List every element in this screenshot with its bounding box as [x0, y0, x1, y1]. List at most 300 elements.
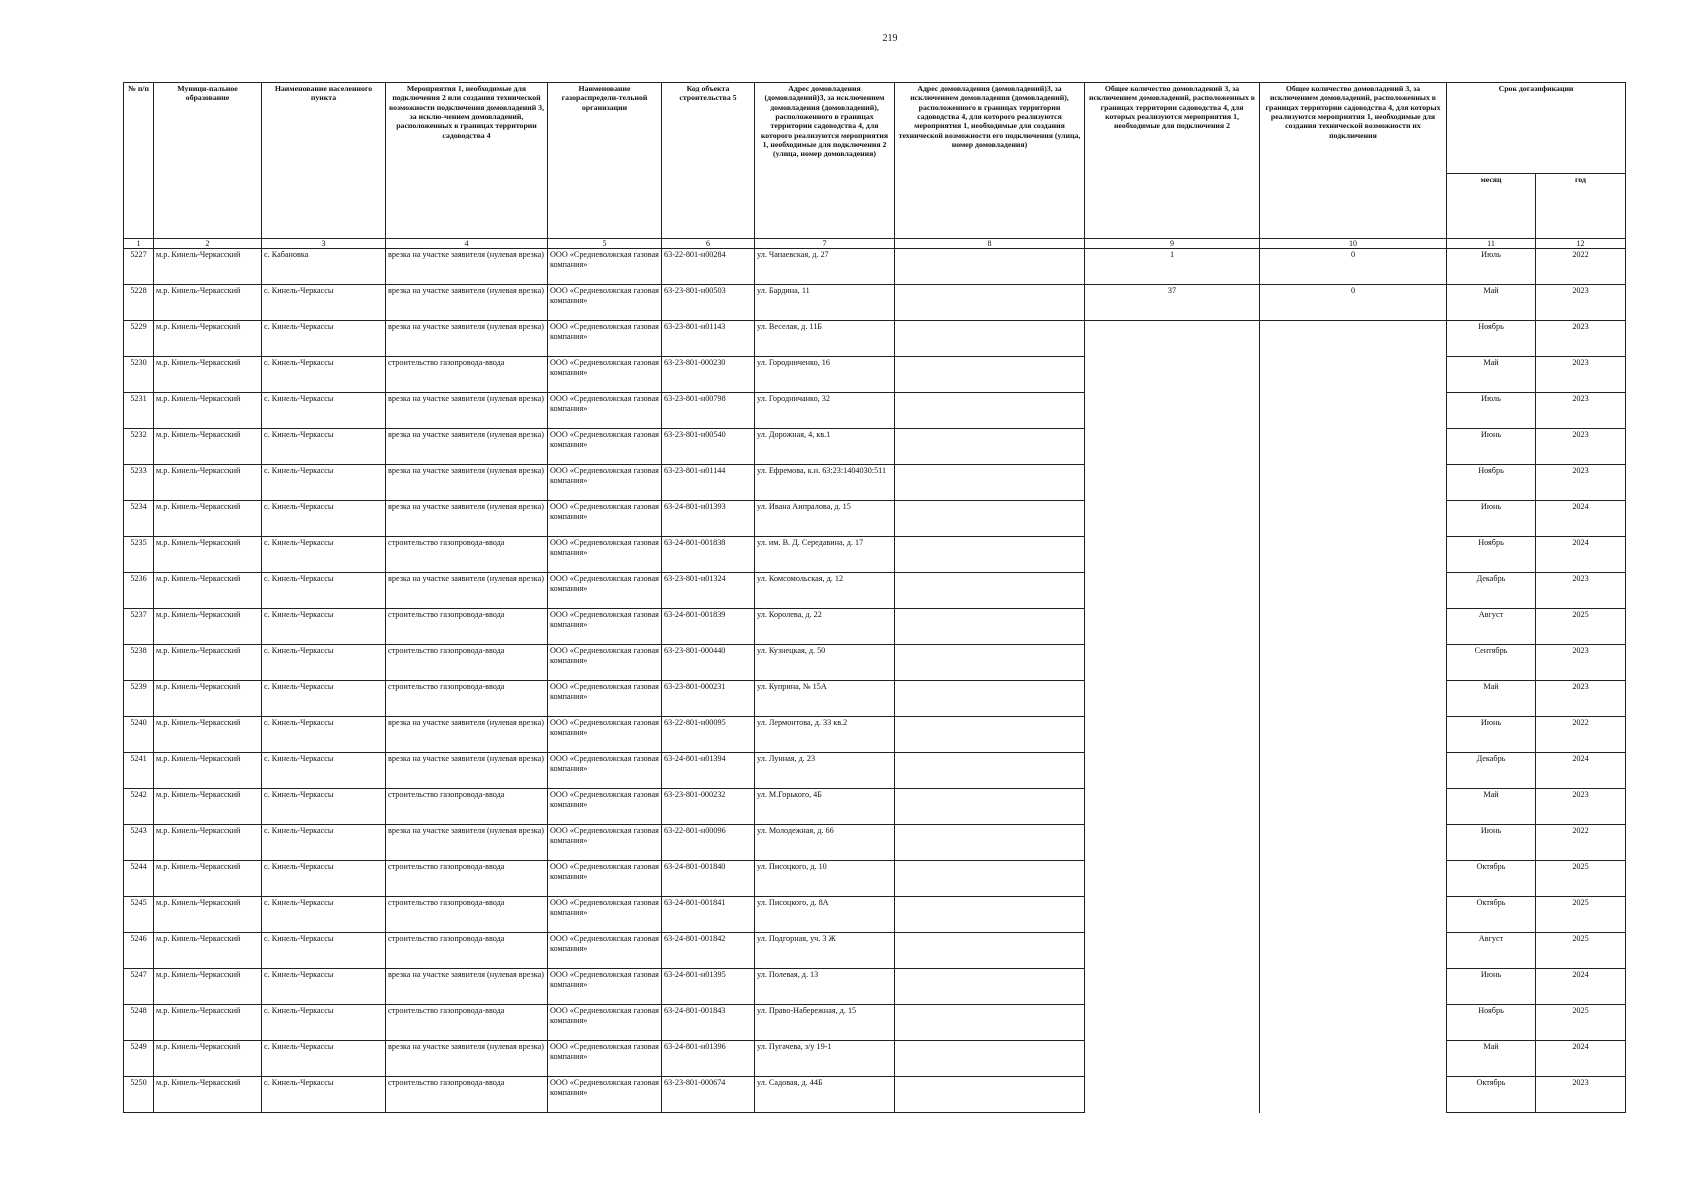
table-row — [124, 609, 1626, 645]
address-technical-cell — [895, 1005, 1085, 1041]
settlement-cell: с. Кабановка — [262, 249, 386, 285]
count-connection-cell: 37 — [1085, 285, 1260, 321]
event-cell: строительство газопровода-ввода — [386, 645, 548, 681]
address-technical-cell — [895, 501, 1085, 537]
municipality-cell: м.р. Кинель-Черкасский — [154, 753, 262, 789]
month-cell: Октябрь — [1447, 1077, 1536, 1113]
column-number: 2 — [154, 239, 262, 249]
count-connection-cell — [1085, 537, 1260, 573]
address-technical-cell — [895, 609, 1085, 645]
municipality-cell: м.р. Кинель-Черкасский — [154, 609, 262, 645]
count-connection-cell — [1085, 357, 1260, 393]
row-number: 5240 — [124, 717, 154, 753]
event-cell: строительство газопровода-ввода — [386, 537, 548, 573]
column-number: 9 — [1085, 239, 1260, 249]
count-technical-cell — [1260, 789, 1447, 825]
count-connection-cell — [1085, 645, 1260, 681]
table-row — [124, 825, 1626, 861]
event-cell: врезка на участке заявителя (нулевая врезка) — [386, 501, 548, 537]
count-technical-cell — [1260, 645, 1447, 681]
object-code-cell: 63-22-801-н00096 — [662, 825, 755, 861]
object-code-cell: 63-23-801-н00798 — [662, 393, 755, 429]
month-cell: Октябрь — [1447, 897, 1536, 933]
header-deadline: Срок догазификации — [1447, 83, 1626, 174]
address-cell: ул. Веселая, д. 11Б — [755, 321, 895, 357]
year-cell: 2025 — [1536, 1005, 1626, 1041]
event-cell: врезка на участке заявителя (нулевая врезка) — [386, 825, 548, 861]
year-cell: 2025 — [1536, 897, 1626, 933]
address-cell: ул. Подгорная, уч. 3 Ж — [755, 933, 895, 969]
count-technical-cell — [1260, 681, 1447, 717]
page-number: 219 — [882, 33, 898, 44]
settlement-cell: с. Кинель-Черкассы — [262, 1077, 386, 1113]
event-cell: строительство газопровода-ввода — [386, 681, 548, 717]
address-cell: ул. Комсомольская, д. 12 — [755, 573, 895, 609]
municipality-cell: м.р. Кинель-Черкасский — [154, 789, 262, 825]
registry-table — [123, 82, 1626, 1113]
municipality-cell: м.р. Кинель-Черкасский — [154, 681, 262, 717]
row-number: 5227 — [124, 249, 154, 285]
table-row — [124, 357, 1626, 393]
column-number: 5 — [548, 239, 662, 249]
address-technical-cell — [895, 249, 1085, 285]
object-code-cell: 63-23-801-н01144 — [662, 465, 755, 501]
municipality-cell: м.р. Кинель-Черкасский — [154, 285, 262, 321]
address-cell: ул. Лермонтова, д. 33 кв.2 — [755, 717, 895, 753]
count-connection-cell — [1085, 1005, 1260, 1041]
settlement-cell: с. Кинель-Черкассы — [262, 501, 386, 537]
address-cell: ул. Пугачева, з/у 19-1 — [755, 1041, 895, 1077]
count-connection-cell — [1085, 573, 1260, 609]
object-code-cell: 63-24-801-001840 — [662, 861, 755, 897]
address-technical-cell — [895, 717, 1085, 753]
count-technical-cell — [1260, 609, 1447, 645]
table-row — [124, 861, 1626, 897]
count-technical-cell — [1260, 717, 1447, 753]
header-settlement: Наименование населенного пункта — [262, 83, 386, 239]
event-cell: строительство газопровода-ввода — [386, 357, 548, 393]
event-cell: строительство газопровода-ввода — [386, 1005, 548, 1041]
column-number: 7 — [755, 239, 895, 249]
object-code-cell: 63-23-801-000230 — [662, 357, 755, 393]
count-connection-cell — [1085, 933, 1260, 969]
year-cell: 2023 — [1536, 681, 1626, 717]
count-connection-cell — [1085, 969, 1260, 1005]
table-row — [124, 573, 1626, 609]
municipality-cell: м.р. Кинель-Черкасский — [154, 573, 262, 609]
table-row — [124, 753, 1626, 789]
column-number: 3 — [262, 239, 386, 249]
event-cell: строительство газопровода-ввода — [386, 861, 548, 897]
address-cell: ул. Ивана Аипралова, д. 15 — [755, 501, 895, 537]
event-cell: врезка на участке заявителя (нулевая врезка) — [386, 429, 548, 465]
gas-org-cell: ООО «Средневолжская газовая компания» — [548, 825, 662, 861]
gas-org-cell: ООО «Средневолжская газовая компания» — [548, 753, 662, 789]
month-cell: Август — [1447, 933, 1536, 969]
object-code-cell: 63-24-801-н01395 — [662, 969, 755, 1005]
year-cell: 2025 — [1536, 609, 1626, 645]
row-number: 5233 — [124, 465, 154, 501]
event-cell: врезка на участке заявителя (нулевая врезка) — [386, 717, 548, 753]
year-cell: 2023 — [1536, 393, 1626, 429]
object-code-cell: 63-24-801-н01394 — [662, 753, 755, 789]
settlement-cell: с. Кинель-Черкассы — [262, 753, 386, 789]
event-cell: врезка на участке заявителя (нулевая врезка) — [386, 753, 548, 789]
municipality-cell: м.р. Кинель-Черкасский — [154, 933, 262, 969]
event-cell: врезка на участке заявителя (нулевая врезка) — [386, 393, 548, 429]
address-technical-cell — [895, 645, 1085, 681]
municipality-cell: м.р. Кинель-Черкасский — [154, 537, 262, 573]
municipality-cell: м.р. Кинель-Черкасский — [154, 897, 262, 933]
month-cell: Декабрь — [1447, 573, 1536, 609]
address-technical-cell — [895, 681, 1085, 717]
row-number: 5243 — [124, 825, 154, 861]
table-row — [124, 1005, 1626, 1041]
settlement-cell: с. Кинель-Черкассы — [262, 789, 386, 825]
table-row — [124, 537, 1626, 573]
address-cell: ул. Полевая, д. 13 — [755, 969, 895, 1005]
gas-org-cell: ООО «Средневолжская газовая компания» — [548, 1005, 662, 1041]
event-cell: врезка на участке заявителя (нулевая врезка) — [386, 1041, 548, 1077]
event-cell: строительство газопровода-ввода — [386, 933, 548, 969]
header-address-technical: Адрес домовладения (домовладений)3, за исключением домовладения (домовладений), расположенного в границах территории садоводства 4, для которого реализуются мероприятия 1, необходимые для создания технической возможности его подключения (улица, номер домовладения) — [895, 83, 1085, 239]
year-cell: 2023 — [1536, 645, 1626, 681]
object-code-cell: 63-23-801-000440 — [662, 645, 755, 681]
address-technical-cell — [895, 465, 1085, 501]
count-technical-cell — [1260, 861, 1447, 897]
event-cell: строительство газопровода-ввода — [386, 1077, 548, 1113]
month-cell: Июль — [1447, 249, 1536, 285]
address-cell: ул. Дорожная, 4, кв.1 — [755, 429, 895, 465]
year-cell: 2023 — [1536, 573, 1626, 609]
address-technical-cell — [895, 357, 1085, 393]
count-connection-cell: 1 — [1085, 249, 1260, 285]
year-cell: 2024 — [1536, 753, 1626, 789]
row-number: 5250 — [124, 1077, 154, 1113]
gas-org-cell: ООО «Средневолжская газовая компания» — [548, 249, 662, 285]
count-technical-cell — [1260, 501, 1447, 537]
count-technical-cell — [1260, 1041, 1447, 1077]
year-cell: 2023 — [1536, 357, 1626, 393]
count-technical-cell — [1260, 969, 1447, 1005]
settlement-cell: с. Кинель-Черкассы — [262, 645, 386, 681]
table-row — [124, 285, 1626, 321]
header-object-code: Код объекта строительства 5 — [662, 83, 755, 239]
object-code-cell: 63-24-801-001839 — [662, 609, 755, 645]
count-connection-cell — [1085, 897, 1260, 933]
count-connection-cell — [1085, 861, 1260, 897]
address-cell: ул. им. В. Д. Середавина, д. 17 — [755, 537, 895, 573]
year-cell: 2024 — [1536, 969, 1626, 1005]
municipality-cell: м.р. Кинель-Черкасский — [154, 357, 262, 393]
row-number: 5244 — [124, 861, 154, 897]
address-technical-cell — [895, 285, 1085, 321]
gas-org-cell: ООО «Средневолжская газовая компания» — [548, 537, 662, 573]
address-technical-cell — [895, 321, 1085, 357]
event-cell: врезка на участке заявителя (нулевая врезка) — [386, 573, 548, 609]
municipality-cell: м.р. Кинель-Черкасский — [154, 1077, 262, 1113]
settlement-cell: с. Кинель-Черкассы — [262, 465, 386, 501]
count-technical-cell — [1260, 933, 1447, 969]
event-cell: врезка на участке заявителя (нулевая врезка) — [386, 969, 548, 1005]
table-body — [124, 249, 1626, 1113]
row-number: 5247 — [124, 969, 154, 1005]
event-cell: строительство газопровода-ввода — [386, 789, 548, 825]
address-technical-cell — [895, 753, 1085, 789]
month-cell: Июнь — [1447, 429, 1536, 465]
month-cell: Июнь — [1447, 825, 1536, 861]
row-number: 5235 — [124, 537, 154, 573]
table-row — [124, 1077, 1626, 1113]
year-cell: 2023 — [1536, 321, 1626, 357]
month-cell: Июнь — [1447, 501, 1536, 537]
event-cell: врезка на участке заявителя (нулевая врезка) — [386, 249, 548, 285]
settlement-cell: с. Кинель-Черкассы — [262, 717, 386, 753]
object-code-cell: 63-23-801-н00540 — [662, 429, 755, 465]
object-code-cell: 63-24-801-н01396 — [662, 1041, 755, 1077]
municipality-cell: м.р. Кинель-Черкасский — [154, 645, 262, 681]
object-code-cell: 63-23-801-000232 — [662, 789, 755, 825]
address-cell: ул. Молодежная, д. 66 — [755, 825, 895, 861]
address-technical-cell — [895, 825, 1085, 861]
table-row — [124, 393, 1626, 429]
gas-org-cell: ООО «Средневолжская газовая компания» — [548, 933, 662, 969]
settlement-cell: с. Кинель-Черкассы — [262, 861, 386, 897]
municipality-cell: м.р. Кинель-Черкасский — [154, 393, 262, 429]
settlement-cell: с. Кинель-Черкассы — [262, 1005, 386, 1041]
table-row — [124, 429, 1626, 465]
address-cell: ул. Писоцкого, д. 8А — [755, 897, 895, 933]
count-technical-cell — [1260, 321, 1447, 357]
count-connection-cell — [1085, 609, 1260, 645]
address-cell: ул. Куприна, № 15А — [755, 681, 895, 717]
year-cell: 2022 — [1536, 825, 1626, 861]
table-row — [124, 501, 1626, 537]
column-number: 10 — [1260, 239, 1447, 249]
count-technical-cell — [1260, 753, 1447, 789]
municipality-cell: м.р. Кинель-Черкасский — [154, 717, 262, 753]
row-number: 5245 — [124, 897, 154, 933]
address-cell: ул. Бардина, 11 — [755, 285, 895, 321]
settlement-cell: с. Кинель-Черкассы — [262, 825, 386, 861]
count-connection-cell — [1085, 753, 1260, 789]
header-address-connection: Адрес домовладения (домовладений)3, за исключением домовладения (домовладений), расположенного в границах территории садоводства 4, для которого реализуются мероприятия 1, необходимые для подключения 2 (улица, номер домовладения) — [755, 83, 895, 239]
header-count-connection: Общее количество домовладений 3, за исключением домовладений, расположенных в границах территории садоводства 4, для которых реализуются мероприятия 1, необходимые для подключения 2 — [1085, 83, 1260, 239]
count-connection-cell — [1085, 321, 1260, 357]
table-row — [124, 717, 1626, 753]
count-connection-cell — [1085, 501, 1260, 537]
row-number: 5238 — [124, 645, 154, 681]
address-technical-cell — [895, 1077, 1085, 1113]
row-number: 5239 — [124, 681, 154, 717]
settlement-cell: с. Кинель-Черкассы — [262, 1041, 386, 1077]
address-cell: ул. Городниченко, 16 — [755, 357, 895, 393]
header-year: год — [1536, 174, 1626, 239]
address-cell: ул. Кузнецкая, д. 50 — [755, 645, 895, 681]
municipality-cell: м.р. Кинель-Черкасский — [154, 465, 262, 501]
event-cell: строительство газопровода-ввода — [386, 897, 548, 933]
month-cell: Октябрь — [1447, 861, 1536, 897]
address-cell: ул. Право-Набережная, д. 15 — [755, 1005, 895, 1041]
row-number: 5248 — [124, 1005, 154, 1041]
settlement-cell: с. Кинель-Черкассы — [262, 285, 386, 321]
row-number: 5242 — [124, 789, 154, 825]
count-technical-cell: 0 — [1260, 249, 1447, 285]
row-number: 5229 — [124, 321, 154, 357]
address-cell: ул. Ефремова, к.н. 63:23:1404030:511 — [755, 465, 895, 501]
gas-org-cell: ООО «Средневолжская газовая компания» — [548, 1077, 662, 1113]
month-cell: Май — [1447, 681, 1536, 717]
month-cell: Декабрь — [1447, 753, 1536, 789]
gas-org-cell: ООО «Средневолжская газовая компания» — [548, 609, 662, 645]
table-row — [124, 1041, 1626, 1077]
year-cell: 2023 — [1536, 465, 1626, 501]
gas-org-cell: ООО «Средневолжская газовая компания» — [548, 501, 662, 537]
settlement-cell: с. Кинель-Черкассы — [262, 609, 386, 645]
table-row — [124, 465, 1626, 501]
year-cell: 2023 — [1536, 1077, 1626, 1113]
count-technical-cell — [1260, 1077, 1447, 1113]
municipality-cell: м.р. Кинель-Черкасский — [154, 969, 262, 1005]
address-technical-cell — [895, 1041, 1085, 1077]
table-row — [124, 681, 1626, 717]
table-row — [124, 249, 1626, 285]
address-cell: ул. Королева, д. 22 — [755, 609, 895, 645]
count-technical-cell — [1260, 429, 1447, 465]
header-count-technical: Общее количество домовладений 3, за исключением домовладений, расположенных в границах территории садоводства 4, для которых реализуются мероприятия 1, необходимые для создания технической возможности их подключения — [1260, 83, 1447, 239]
object-code-cell: 63-22-801-н00284 — [662, 249, 755, 285]
row-number: 5237 — [124, 609, 154, 645]
column-number: 6 — [662, 239, 755, 249]
settlement-cell: с. Кинель-Черкассы — [262, 393, 386, 429]
count-technical-cell — [1260, 825, 1447, 861]
column-number: 8 — [895, 239, 1085, 249]
object-code-cell: 63-23-801-000674 — [662, 1077, 755, 1113]
gas-org-cell: ООО «Средневолжская газовая компания» — [548, 969, 662, 1005]
address-technical-cell — [895, 573, 1085, 609]
object-code-cell: 63-23-801-н01143 — [662, 321, 755, 357]
municipality-cell: м.р. Кинель-Черкасский — [154, 429, 262, 465]
address-technical-cell — [895, 861, 1085, 897]
column-number: 11 — [1447, 239, 1536, 249]
settlement-cell: с. Кинель-Черкассы — [262, 933, 386, 969]
event-cell: врезка на участке заявителя (нулевая врезка) — [386, 321, 548, 357]
municipality-cell: м.р. Кинель-Черкасский — [154, 1041, 262, 1077]
municipality-cell: м.р. Кинель-Черкасский — [154, 501, 262, 537]
count-technical-cell — [1260, 465, 1447, 501]
address-cell: ул. Городничанко, 32 — [755, 393, 895, 429]
gas-org-cell: ООО «Средневолжская газовая компания» — [548, 321, 662, 357]
address-cell: ул. М.Горького, 4Б — [755, 789, 895, 825]
count-technical-cell — [1260, 1005, 1447, 1041]
count-connection-cell — [1085, 681, 1260, 717]
count-connection-cell — [1085, 429, 1260, 465]
month-cell: Ноябрь — [1447, 321, 1536, 357]
row-number: 5236 — [124, 573, 154, 609]
month-cell: Сентябрь — [1447, 645, 1536, 681]
row-number: 5241 — [124, 753, 154, 789]
address-technical-cell — [895, 969, 1085, 1005]
header-month: месяц — [1447, 174, 1536, 239]
address-technical-cell — [895, 429, 1085, 465]
month-cell: Май — [1447, 285, 1536, 321]
gas-org-cell: ООО «Средневолжская газовая компания» — [548, 681, 662, 717]
month-cell: Май — [1447, 1041, 1536, 1077]
count-technical-cell — [1260, 897, 1447, 933]
address-technical-cell — [895, 789, 1085, 825]
count-connection-cell — [1085, 465, 1260, 501]
settlement-cell: с. Кинель-Черкассы — [262, 897, 386, 933]
table-row — [124, 321, 1626, 357]
object-code-cell: 63-24-801-001842 — [662, 933, 755, 969]
year-cell: 2022 — [1536, 717, 1626, 753]
object-code-cell: 63-23-801-000231 — [662, 681, 755, 717]
municipality-cell: м.р. Кинель-Черкасский — [154, 321, 262, 357]
month-cell: Ноябрь — [1447, 465, 1536, 501]
gas-org-cell: ООО «Средневолжская газовая компания» — [548, 573, 662, 609]
month-cell: Ноябрь — [1447, 1005, 1536, 1041]
column-number: 1 — [124, 239, 154, 249]
column-numbers-row — [124, 239, 1626, 249]
count-technical-cell — [1260, 357, 1447, 393]
settlement-cell: с. Кинель-Черкассы — [262, 429, 386, 465]
table-row — [124, 897, 1626, 933]
count-connection-cell — [1085, 1041, 1260, 1077]
row-number: 5249 — [124, 1041, 154, 1077]
gas-org-cell: ООО «Средневолжская газовая компания» — [548, 357, 662, 393]
gas-org-cell: ООО «Средневолжская газовая компания» — [548, 897, 662, 933]
row-number: 5234 — [124, 501, 154, 537]
header-number: № п/п — [124, 83, 154, 239]
header-municipality: Муници-пальное образование — [154, 83, 262, 239]
count-connection-cell — [1085, 717, 1260, 753]
month-cell: Май — [1447, 357, 1536, 393]
count-connection-cell — [1085, 393, 1260, 429]
municipality-cell: м.р. Кинель-Черкасский — [154, 1005, 262, 1041]
year-cell: 2023 — [1536, 285, 1626, 321]
address-technical-cell — [895, 393, 1085, 429]
year-cell: 2023 — [1536, 789, 1626, 825]
row-number: 5230 — [124, 357, 154, 393]
gas-org-cell: ООО «Средневолжская газовая компания» — [548, 861, 662, 897]
object-code-cell: 63-23-801-н01324 — [662, 573, 755, 609]
object-code-cell: 63-24-801-001838 — [662, 537, 755, 573]
header-gas-org: Наименование газораспредели-тельной организации — [548, 83, 662, 239]
settlement-cell: с. Кинель-Черкассы — [262, 969, 386, 1005]
year-cell: 2025 — [1536, 861, 1626, 897]
row-number: 5231 — [124, 393, 154, 429]
gas-org-cell: ООО «Средневолжская газовая компания» — [548, 429, 662, 465]
address-cell: ул. Лунная, д. 23 — [755, 753, 895, 789]
event-cell: врезка на участке заявителя (нулевая врезка) — [386, 465, 548, 501]
gas-org-cell: ООО «Средневолжская газовая компания» — [548, 789, 662, 825]
object-code-cell: 63-24-801-001841 — [662, 897, 755, 933]
month-cell: Июнь — [1447, 969, 1536, 1005]
gas-org-cell: ООО «Средневолжская газовая компания» — [548, 285, 662, 321]
gas-org-cell: ООО «Средневолжская газовая компания» — [548, 717, 662, 753]
year-cell: 2025 — [1536, 933, 1626, 969]
address-cell: ул. Садовая, д. 44Б — [755, 1077, 895, 1113]
row-number: 5228 — [124, 285, 154, 321]
table-row — [124, 969, 1626, 1005]
count-technical-cell: 0 — [1260, 285, 1447, 321]
year-cell: 2022 — [1536, 249, 1626, 285]
address-technical-cell — [895, 897, 1085, 933]
object-code-cell: 63-22-801-н00095 — [662, 717, 755, 753]
table-row — [124, 933, 1626, 969]
month-cell: Август — [1447, 609, 1536, 645]
count-technical-cell — [1260, 537, 1447, 573]
